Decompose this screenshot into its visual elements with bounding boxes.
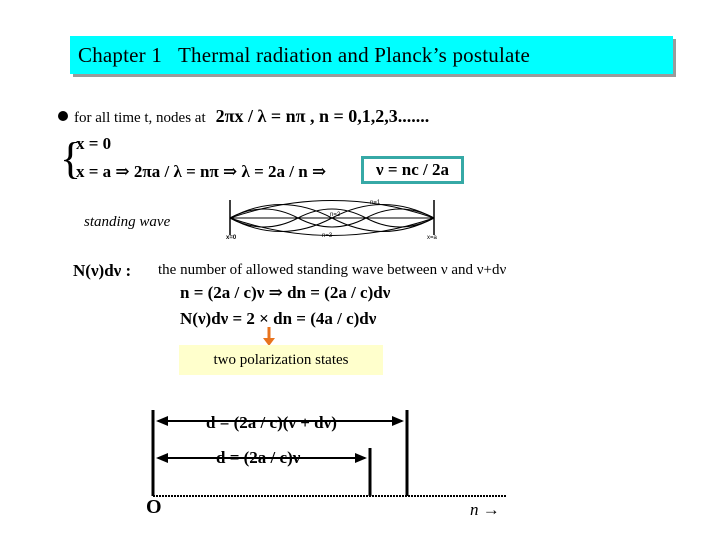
density-symbol: N(ν)dν : xyxy=(73,261,132,280)
lower-right-arrowhead xyxy=(355,453,367,463)
standing-wave-diagram xyxy=(222,195,452,245)
d-nu-plus-dnu-equation: d = (2a / c)(ν + dν) xyxy=(206,413,337,432)
lower-left-arrowhead xyxy=(156,453,168,463)
case-x-a: x = a ⇒ 2πa / λ = nπ ⇒ λ = 2a / n ⇒ xyxy=(76,162,327,181)
bullet-text: for all time t, nodes at xyxy=(74,110,206,126)
mode-number-equation: n = (2a / c)ν ⇒ dn = (2a / c)dν xyxy=(180,283,391,302)
case-x-zero: x = 0 xyxy=(76,134,112,153)
polarization-note: two polarization states xyxy=(213,351,349,368)
n-axis-label: n → xyxy=(470,500,500,519)
standing-wave-label: standing wave xyxy=(84,214,171,230)
density-description: the number of allowed standing wave between ν and ν+dν xyxy=(158,262,507,278)
bullet-dot-icon xyxy=(58,111,68,121)
bullet-row xyxy=(58,106,429,127)
upper-left-arrowhead xyxy=(156,416,168,426)
left-brace-icon: { xyxy=(60,134,82,183)
mode-label-n2: n=2 xyxy=(330,212,341,218)
slide-title-bar xyxy=(70,36,673,74)
node-condition-equation: 2πx / λ = nπ , n = 0,1,2,3....... xyxy=(215,106,430,126)
origin-label: O xyxy=(146,496,162,518)
upper-right-arrowhead xyxy=(392,416,404,426)
polarization-note-box xyxy=(179,345,383,375)
x-zero-label: x=0 xyxy=(226,235,237,241)
down-arrow-icon xyxy=(262,327,276,347)
frequency-result: ν = nc / 2a xyxy=(375,160,449,179)
slide-title: Chapter 1 Thermal radiation and Planck’s postulate xyxy=(78,42,531,67)
x-a-label: x=a xyxy=(427,235,437,241)
mode-label-n3: n=3 xyxy=(322,233,333,239)
mode-label-n1: n=1 xyxy=(370,200,381,206)
d-nu-equation: d = (2a / c)ν xyxy=(216,448,301,467)
mode-density-equation: N(ν)dν = 2 × dn = (4a / c)dν xyxy=(180,309,377,328)
frequency-result-box xyxy=(361,156,464,184)
